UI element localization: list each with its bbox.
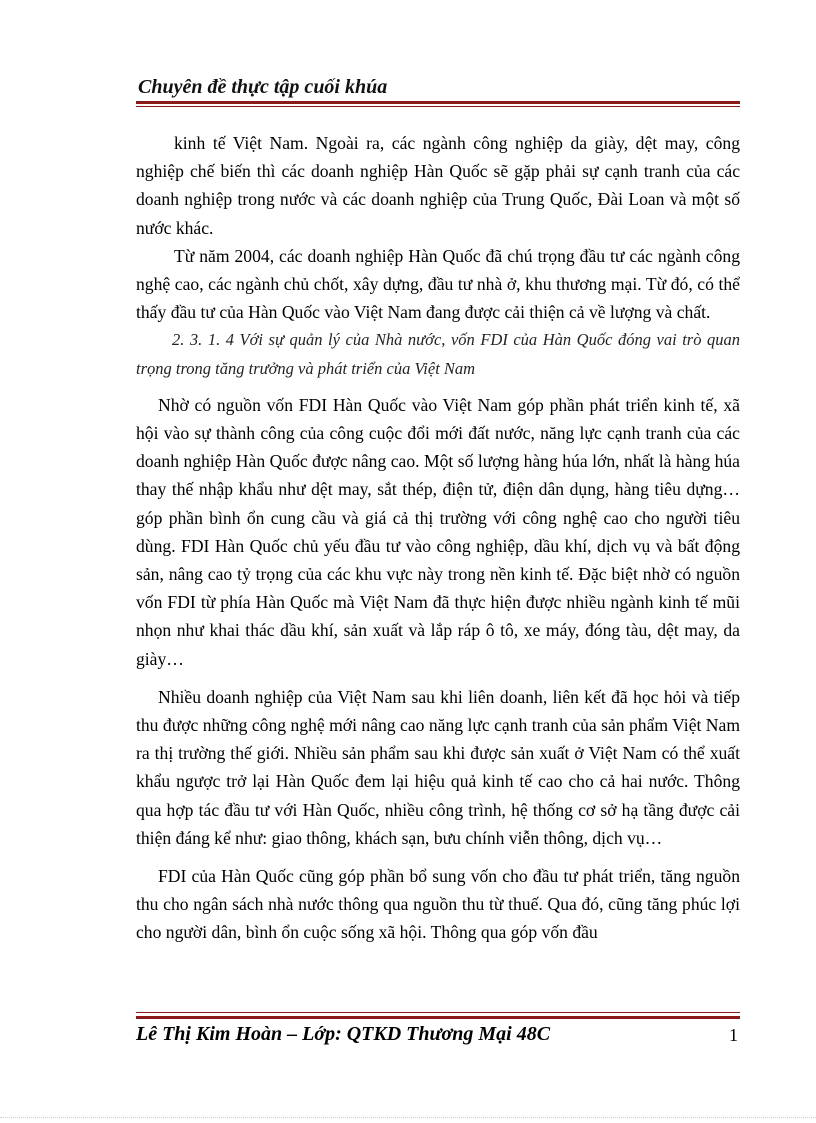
page-number: 1 [729,1025,738,1045]
paragraph: Nhiều doanh nghiệp của Việt Nam sau khi liên doanh, liên kết đã học hỏi và tiếp thu được những công nghệ mới nâng cao năng lực cạnh tranh của sản phẩm Việt Nam ra thị trường thế giới. Nhiều sản phẩm sau khi được sản xuất ở Việt Nam có thể xuất khẩu ngược trở lại Hàn Quốc đem lại hiệu quả kinh tế cao cho cả hai nước. Thông qua hợp tác đầu tư với Hàn Quốc, nhiều công trình, hệ thống cơ sở hạ tầng được cải thiện đáng kể như: giao thông, khách sạn, bưu chính viễn thông, dịch vụ… [136,686,740,848]
paragraph: Nhờ có nguồn vốn FDI Hàn Quốc vào Việt Nam góp phần phát triển kinh tế, xã hội vào sự thành công của công cuộc đổi mới đất nước, năng lực cạnh tranh của các doanh nghiệp Hàn Quốc được nâng cao. Một số lượng hàng húa lớn, nhất là hàng húa thay thế nhập khẩu như dệt may, sắt thép, điện tử, điện dân dụng, hàng tiêu dựng… góp phần bình ổn cung cầu và giá cả thị trường với công nghệ cao cho người tiêu dùng. FDI Hàn Quốc chủ yếu đầu tư vào công nghiệp, dầu khí, dịch vụ và bất động sản, nâng cao tỷ trọng của các khu vực này trong nền kinh tế. Đặc biệt nhờ có nguồn vốn FDI từ phía Hàn Quốc mà Việt Nam đã thực hiện được nhiều ngành kinh tế mũi nhọn như khai thác dầu khí, sản xuất và lắp ráp ô tô, xe máy, đóng tàu, dệt may, da giày… [136,394,740,669]
footer-rule-thick [136,1016,740,1019]
header-rule-thick [136,101,740,104]
document-title: Chuyên đề thực tập cuối khúa [138,76,388,98]
section-subheading: 2. 3. 1. 4 Với sự quản lý của Nhà nước, vốn FDI của Hàn Quốc đóng vai trò quan trọng trong tăng trưởng và phát triển của Việt Nam [136,330,740,378]
paragraph: FDI của Hàn Quốc cũng góp phần bổ sung vốn cho đầu tư phát triển, tăng nguồn thu cho ngân sách nhà nước thông qua nguồn thu từ thuế. Qua đó, cũng tăng phúc lợi cho người dân, bình ổn cuộc sống xã hội. Thông qua góp vốn đầu [136,866,740,943]
footer-author: Lê Thị Kim Hoàn – Lớp: QTKD Thương Mại 48C [136,1023,551,1045]
paragraph: Từ năm 2004, các doanh nghiệp Hàn Quốc đã chú trọng đầu tư các ngành công nghệ cao, các ngành chủ chốt, xây dựng, đầu tư nhà ở, khu thương mại. Từ đó, có thể thấy đầu tư của Hàn Quốc vào Việt Nam đang được cải thiện cả về lượng và chất. [136,245,740,323]
paragraph: kinh tế Việt Nam. Ngoài ra, các ngành công nghiệp da giày, dệt may, công nghiệp chế biến thì các doanh nghiệp Hàn Quốc sẽ gặp phải sự cạnh tranh của các doanh nghiệp trong nước và các doanh nghiệp của Trung Quốc, Đài Loan và một số nước khác. [136,133,740,238]
footer-rule-thin [136,1012,740,1013]
header-rule-thin [136,106,740,107]
page-edge-divider [0,1117,816,1118]
document-body [136,129,740,947]
